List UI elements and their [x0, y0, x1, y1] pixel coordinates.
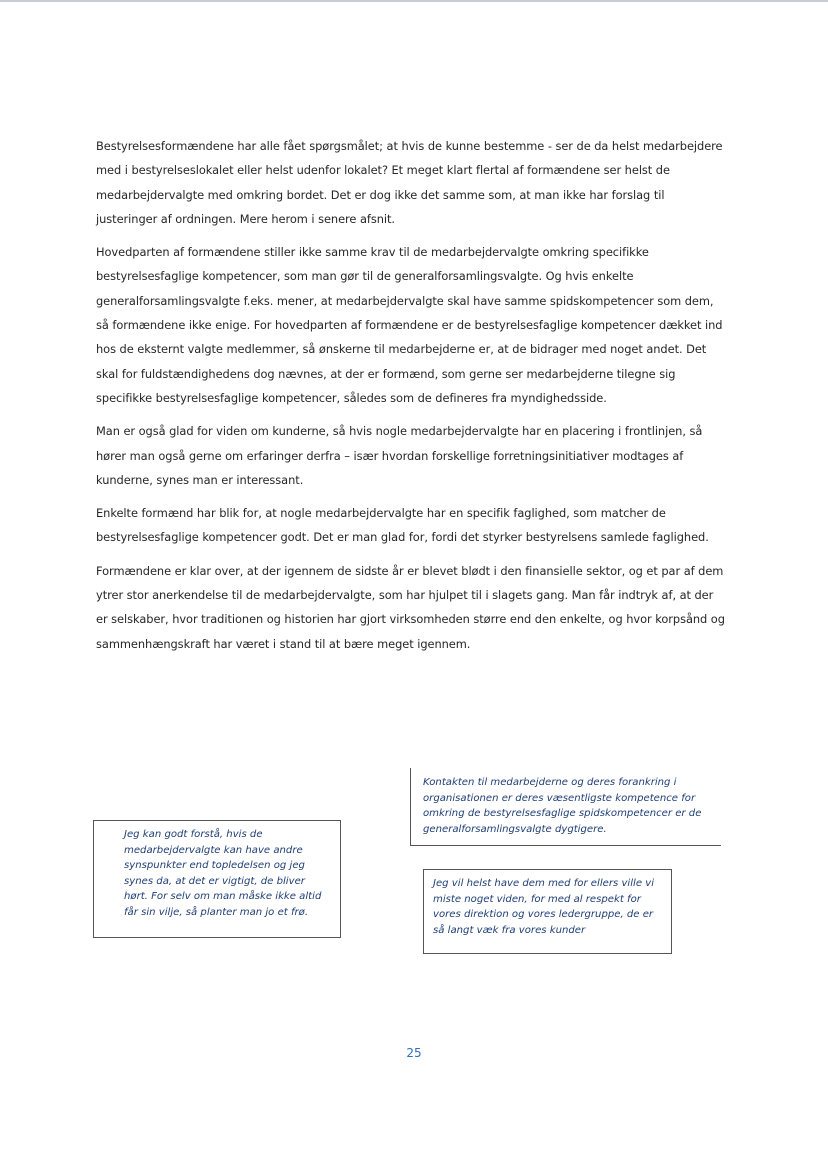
page-number: 25	[406, 1046, 422, 1060]
quote-box-bottom-right	[423, 869, 672, 954]
quote-line: hørt. For selv om man måske ikke altid	[124, 891, 322, 903]
quote-line: Kontakten til medarbejderne og deres forankring i	[423, 777, 677, 788]
quote-line: synes da, at det er vigtigt, de bliver	[124, 875, 305, 887]
page-top-rule	[0, 0, 828, 2]
quote-line: miste noget viden, for med al respekt for	[433, 893, 641, 905]
paragraph: Bestyrelsesformændene har alle fået spørgsmålet; at hvis de kunne bestemme - ser de da helst medarbejdere med i bestyrelseslokalet eller helst udenfor lokalet? Et meget klart flertal af formændene ser helst de medarbejdervalgte med omkring bordet. Det er dog ikke det samme som, at man ikke har forslag til justeringer af ordningen. Mere herom i senere afsnit.	[96, 139, 723, 226]
quote-line: så langt væk fra vores kunder	[433, 924, 586, 936]
quote-line: omkring de bestyrelsesfaglige spidskompetencer er de	[423, 808, 702, 820]
paragraph: Man er også glad for viden om kunderne, så hvis nogle medarbejdervalgte har en placering i frontlinjen, så hører man også gerne om erfaringer derfra – især hvordan forskellige forretningsinitiativer modtages af kunderne, synes man er interessant.	[96, 424, 703, 487]
quote-box-left	[93, 820, 341, 938]
quote-line: medarbejdervalgte kan have andre	[124, 844, 303, 856]
quote-line: generalforsamlingsvalgte dygtigere.	[423, 823, 607, 835]
paragraph: Enkelte formænd har blik for, at nogle medarbejdervalgte har en specifik faglighed, som matcher de bestyrelsesfaglige kompetencer godt. Det er man glad for, fordi det styrker bestyrelsens samlede faglighed.	[96, 506, 709, 545]
quote-line: Jeg vil helst have dem med for ellers ville vi	[433, 878, 655, 889]
quote-line: synspunkter end topledelsen og jeg	[124, 860, 305, 872]
body-text	[96, 134, 728, 665]
quote-line: får sin vilje, så planter man jo et frø.	[124, 906, 309, 918]
quote-line: Jeg kan godt forstå, hvis de	[124, 829, 263, 840]
quote-box-top-right	[410, 768, 721, 846]
quote-line: vores direktion og vores ledergruppe, de er	[433, 909, 654, 921]
quote-line: organisationen er deres væsentligste kompetence for	[423, 792, 696, 804]
paragraph: Hovedparten af formændene stiller ikke samme krav til de medarbejdervalgte omkring specifikke bestyrelsesfaglige kompetencer, som man gør til de generalforsamlingsvalgte. Og hvis enkelte generalforsamlingsvalgte f.eks. mener, at medarbejdervalgte skal have samme spidskompetencer som dem, så formændene ikke enige. For hovedparten af formændene er de bestyrelsesfaglige kompetencer dækket ind hos de eksternt valgte medlemmer, så ønskerne til medarbejderne er, at de bidrager med noget andet. Det skal for fuldstændighedens dog nævnes, at der er formænd, som gerne ser medarbejderne tilegne sig specifikke bestyrelsesfaglige kompetencer, således som de defineres fra myndighedsside.	[96, 245, 723, 405]
paragraph: Formændene er klar over, at der igennem de sidste år er blevet blødt i den finansielle sektor, og et par af dem ytrer stor anerkendelse til de medarbejdervalgte, som har hjulpet til i slagets gang. Man får indtryk af, at der er selskaber, hvor traditionen og historien har gjort virksomheden større end den enkelte, og hvor korpsånd og sammenhængskraft har været i stand til at bære meget igennem.	[96, 563, 725, 651]
